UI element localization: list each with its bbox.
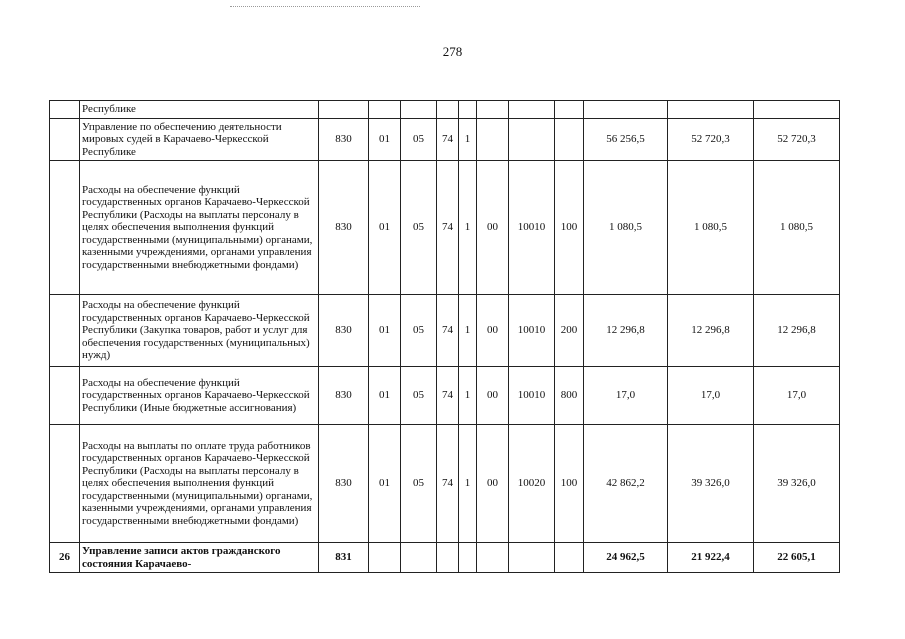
code-cell-subprog: 1 [459, 119, 477, 161]
amount-cell-y1: 17,0 [584, 367, 668, 425]
row-number [50, 295, 80, 367]
code-cell-dir: 00 [477, 295, 509, 367]
code-cell-dir: 00 [477, 425, 509, 543]
code-cell-section [369, 101, 401, 119]
code-cell-section: 01 [369, 119, 401, 161]
code-cell-target: 10010 [509, 367, 555, 425]
code-cell-target: 10010 [509, 161, 555, 295]
code-cell-subsection: 05 [401, 119, 437, 161]
code-cell-admin: 830 [319, 425, 369, 543]
code-cell-subsection: 05 [401, 367, 437, 425]
code-cell-prog [437, 543, 459, 573]
row-number [50, 101, 80, 119]
amount-cell-y1: 1 080,5 [584, 161, 668, 295]
code-cell-exp: 200 [555, 295, 584, 367]
code-cell-admin: 830 [319, 161, 369, 295]
code-cell-dir: 00 [477, 161, 509, 295]
row-name: Управление записи актов гражданского состояния Карачаево- [80, 543, 319, 573]
amount-cell-y1: 42 862,2 [584, 425, 668, 543]
row-name: Республике [80, 101, 319, 119]
table-row [50, 295, 840, 367]
code-cell-prog: 74 [437, 295, 459, 367]
code-cell-subsection: 05 [401, 295, 437, 367]
amount-cell-y2 [668, 101, 754, 119]
code-cell-target: 10010 [509, 295, 555, 367]
code-cell-target [509, 543, 555, 573]
table-row [50, 101, 840, 119]
code-cell-admin: 830 [319, 119, 369, 161]
row-number [50, 425, 80, 543]
amount-cell-y1 [584, 101, 668, 119]
code-cell-prog [437, 101, 459, 119]
code-cell-subprog [459, 101, 477, 119]
amount-cell-y2: 17,0 [668, 367, 754, 425]
amount-cell-y3 [754, 101, 840, 119]
code-cell-subprog: 1 [459, 295, 477, 367]
code-cell-prog: 74 [437, 119, 459, 161]
budget-table [49, 100, 840, 573]
amount-cell-y2: 39 326,0 [668, 425, 754, 543]
code-cell-dir [477, 119, 509, 161]
code-cell-section: 01 [369, 425, 401, 543]
code-cell-admin: 830 [319, 367, 369, 425]
table-row [50, 543, 840, 573]
row-name: Расходы на выплаты по оплате труда работников государственных органов Карачаево-Черкесской Республики (Расходы на выплаты персоналу в целях обеспечения выполнения функций государственными (муниципальными) органами, казенными учреждениями, органами управления государственными внебюджетными фондами) [80, 425, 319, 543]
code-cell-admin [319, 101, 369, 119]
amount-cell-y3: 52 720,3 [754, 119, 840, 161]
code-cell-subprog: 1 [459, 367, 477, 425]
amount-cell-y1: 56 256,5 [584, 119, 668, 161]
code-cell-target [509, 101, 555, 119]
code-cell-admin: 830 [319, 295, 369, 367]
row-name: Расходы на обеспечение функций государственных органов Карачаево-Черкесской Республики (Закупка товаров, работ и услуг для обеспечения государственных (муниципальных) нужд) [80, 295, 319, 367]
amount-cell-y3: 17,0 [754, 367, 840, 425]
code-cell-subsection [401, 543, 437, 573]
code-cell-subprog: 1 [459, 425, 477, 543]
amount-cell-y2: 12 296,8 [668, 295, 754, 367]
amount-cell-y1: 12 296,8 [584, 295, 668, 367]
code-cell-exp: 800 [555, 367, 584, 425]
code-cell-subsection [401, 101, 437, 119]
amount-cell-y3: 22 605,1 [754, 543, 840, 573]
row-number [50, 367, 80, 425]
amount-cell-y3: 12 296,8 [754, 295, 840, 367]
amount-cell-y3: 39 326,0 [754, 425, 840, 543]
amount-cell-y2: 1 080,5 [668, 161, 754, 295]
code-cell-target: 10020 [509, 425, 555, 543]
code-cell-prog: 74 [437, 161, 459, 295]
row-number [50, 161, 80, 295]
code-cell-exp: 100 [555, 161, 584, 295]
code-cell-admin: 831 [319, 543, 369, 573]
code-cell-dir: 00 [477, 367, 509, 425]
code-cell-prog: 74 [437, 425, 459, 543]
row-name: Расходы на обеспечение функций государственных органов Карачаево-Черкесской Республики (Иные бюджетные ассигнования) [80, 367, 319, 425]
code-cell-target [509, 119, 555, 161]
code-cell-subsection: 05 [401, 425, 437, 543]
row-name: Управление по обеспечению деятельности мировых судей в Карачаево-Черкесской Республике [80, 119, 319, 161]
code-cell-exp [555, 101, 584, 119]
code-cell-subsection: 05 [401, 161, 437, 295]
code-cell-section: 01 [369, 161, 401, 295]
table-row [50, 161, 840, 295]
table-row [50, 425, 840, 543]
code-cell-section [369, 543, 401, 573]
table-row [50, 367, 840, 425]
code-cell-exp [555, 119, 584, 161]
code-cell-subprog: 1 [459, 161, 477, 295]
code-cell-exp: 100 [555, 425, 584, 543]
table-row [50, 119, 840, 161]
page-number: 278 [442, 44, 463, 59]
code-cell-section: 01 [369, 367, 401, 425]
code-cell-prog: 74 [437, 367, 459, 425]
code-cell-subprog [459, 543, 477, 573]
row-number: 26 [50, 543, 80, 573]
amount-cell-y2: 52 720,3 [668, 119, 754, 161]
amount-cell-y1: 24 962,5 [584, 543, 668, 573]
row-number [50, 119, 80, 161]
code-cell-dir [477, 101, 509, 119]
code-cell-exp [555, 543, 584, 573]
row-name: Расходы на обеспечение функций государственных органов Карачаево-Черкесской Республики (Расходы на выплаты персоналу в целях обеспечения выполнения функций государственными (муниципальными) органами, казенными учреждениями, органами управления государственными внебюджетными фондами) [80, 161, 319, 295]
code-cell-section: 01 [369, 295, 401, 367]
code-cell-dir [477, 543, 509, 573]
amount-cell-y2: 21 922,4 [668, 543, 754, 573]
amount-cell-y3: 1 080,5 [754, 161, 840, 295]
scan-artifact [230, 6, 420, 8]
